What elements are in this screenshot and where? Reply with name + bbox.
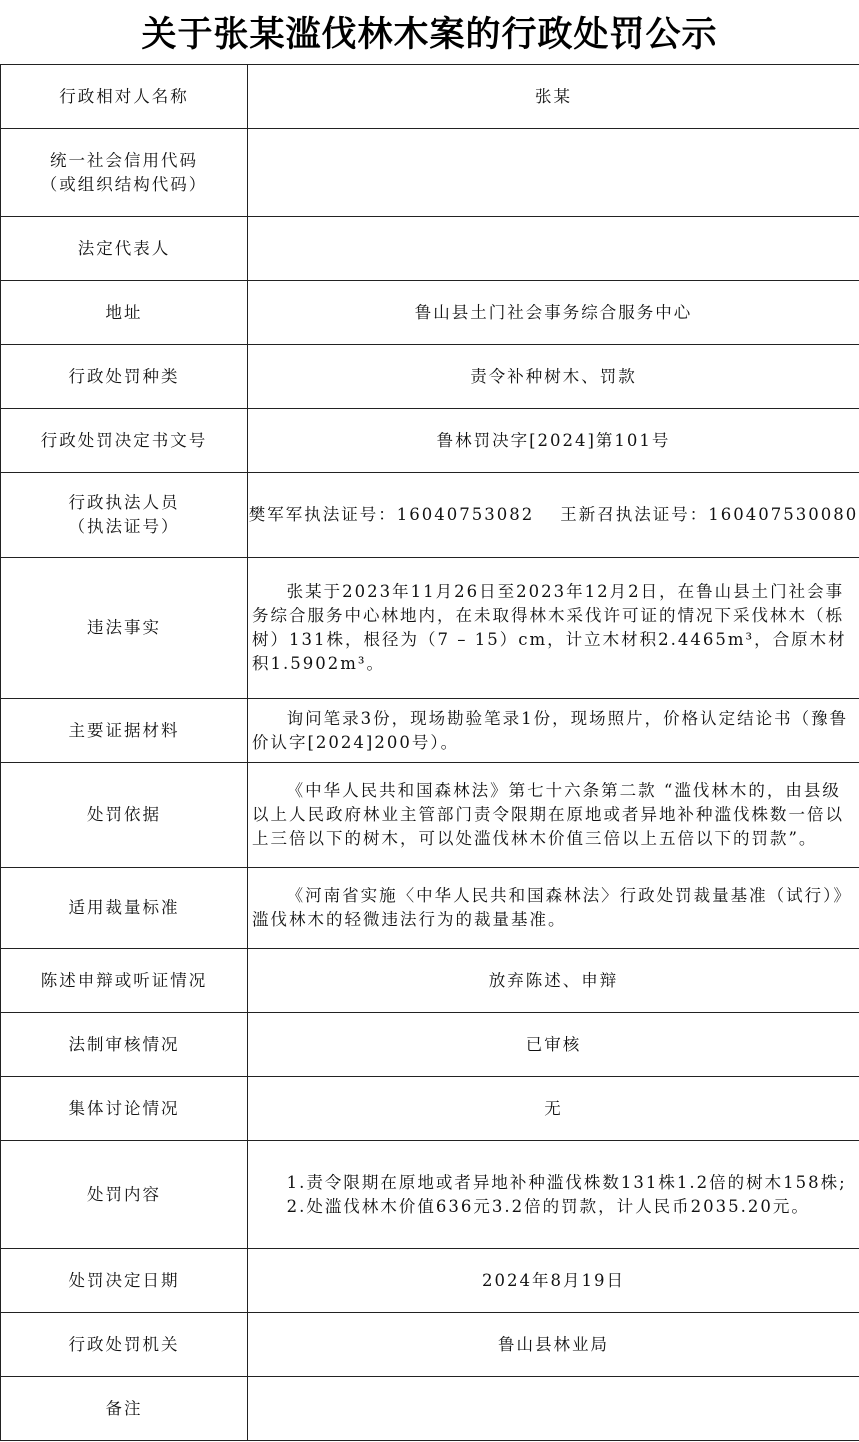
legal-review-value: 已审核 bbox=[248, 1013, 859, 1077]
row-label: 行政处罚机关 bbox=[1, 1313, 248, 1377]
row-label: 处罚依据 bbox=[1, 763, 248, 868]
table-row bbox=[1, 345, 859, 409]
row-label: 行政处罚种类 bbox=[1, 345, 248, 409]
row-label: 主要证据材料 bbox=[1, 699, 248, 763]
officers-label: 行政执法人员 bbox=[68, 493, 180, 512]
remarks-value bbox=[248, 1377, 859, 1441]
table-row bbox=[1, 1377, 859, 1441]
content-item-1: 1.责令限期在原地或者异地补种滥伐株数131株1.2倍的树木158株; bbox=[286, 1172, 847, 1192]
row-label: 法定代表人 bbox=[1, 217, 248, 281]
table-row bbox=[1, 1249, 859, 1313]
table-row bbox=[1, 949, 859, 1013]
evidence-text: 询问笔录3份，现场勘验笔录1份，现场照片，价格认定结论书（豫鲁价认字[2024]200号）。 bbox=[252, 708, 849, 752]
authority-value: 鲁山县林业局 bbox=[248, 1313, 859, 1377]
penalty-notice-table bbox=[0, 64, 859, 1441]
row-label: 行政处罚决定书文号 bbox=[1, 409, 248, 473]
group-discussion-value: 无 bbox=[248, 1077, 859, 1141]
basis-value bbox=[248, 763, 859, 868]
table-row bbox=[1, 558, 859, 699]
credit-code-label-note: （或组织结构代码） bbox=[40, 174, 208, 194]
table-row bbox=[1, 129, 859, 217]
row-label: 行政相对人名称 bbox=[1, 65, 248, 129]
row-label bbox=[1, 473, 248, 558]
row-label: 处罚决定日期 bbox=[1, 1249, 248, 1313]
table-row bbox=[1, 409, 859, 473]
basis-text: 《中华人民共和国森林法》第七十六条第二款 “滥伐林木的，由县级以上人民政府林业主管部门责令限期在原地或者异地补种滥伐株数一倍以上三倍以下的树木，可以处滥伐林木价值三倍以上五倍以下的罚款”。 bbox=[252, 781, 844, 848]
row-label bbox=[1, 129, 248, 217]
table-row bbox=[1, 281, 859, 345]
table-row bbox=[1, 868, 859, 949]
credit-code-value bbox=[248, 129, 859, 217]
standard-value bbox=[248, 868, 859, 949]
officers-label-note: （执法证号） bbox=[68, 517, 180, 536]
content-item-2: 2.处滥伐林木价值636元3.2倍的罚款，计人民币2035.20元。 bbox=[286, 1196, 810, 1216]
credit-code-label: 统一社会信用代码 bbox=[50, 150, 198, 170]
page-title: 关于张某滥伐林木案的行政处罚公示 bbox=[141, 15, 718, 55]
address-value: 鲁山县土门社会事务综合服务中心 bbox=[248, 281, 859, 345]
standard-text: 《河南省实施〈中华人民共和国森林法〉行政处罚裁量基准（试行）》滥伐林木的轻微违法行为的裁量基准。 bbox=[252, 886, 852, 929]
officer-2: 王新召执法证号：160407530080 bbox=[560, 505, 859, 524]
table-row bbox=[1, 763, 859, 868]
hearing-value: 放弃陈述、申辩 bbox=[248, 949, 859, 1013]
decision-date-value: 2024年8月19日 bbox=[248, 1249, 859, 1313]
table-row bbox=[1, 217, 859, 281]
facts-value bbox=[248, 558, 859, 699]
row-label: 适用裁量标准 bbox=[1, 868, 248, 949]
row-label: 陈述申辩或听证情况 bbox=[1, 949, 248, 1013]
table-row bbox=[1, 65, 859, 129]
officers-value bbox=[248, 473, 859, 558]
row-label: 备注 bbox=[1, 1377, 248, 1441]
penalty-type-value: 责令补种树木、罚款 bbox=[248, 345, 859, 409]
row-label: 处罚内容 bbox=[1, 1141, 248, 1249]
table-row bbox=[1, 473, 859, 558]
row-label: 违法事实 bbox=[1, 558, 248, 699]
facts-text: 张某于2023年11月26日至2023年12月2日，在鲁山县土门社会事务综合服务中心林地内，在未取得林木采伐许可证的情况下采伐林木（栎树）131株，根径为（7 – 15）cm，计立木材积2.4465m³，合原木材积1.5902m³。 bbox=[252, 582, 847, 673]
officer-1: 樊军军执法证号：16040753082 bbox=[248, 505, 535, 524]
content-value bbox=[248, 1141, 859, 1249]
row-label: 法制审核情况 bbox=[1, 1013, 248, 1077]
row-label: 地址 bbox=[1, 281, 248, 345]
doc-number-value: 鲁林罚决字[2024]第101号 bbox=[248, 409, 859, 473]
party-name-value: 张某 bbox=[248, 65, 859, 129]
evidence-value bbox=[248, 699, 859, 763]
table-row bbox=[1, 1313, 859, 1377]
row-label: 集体讨论情况 bbox=[1, 1077, 248, 1141]
legal-rep-value bbox=[248, 217, 859, 281]
table-row bbox=[1, 1077, 859, 1141]
table-row bbox=[1, 1141, 859, 1249]
table-row bbox=[1, 1013, 859, 1077]
table-row bbox=[1, 699, 859, 763]
